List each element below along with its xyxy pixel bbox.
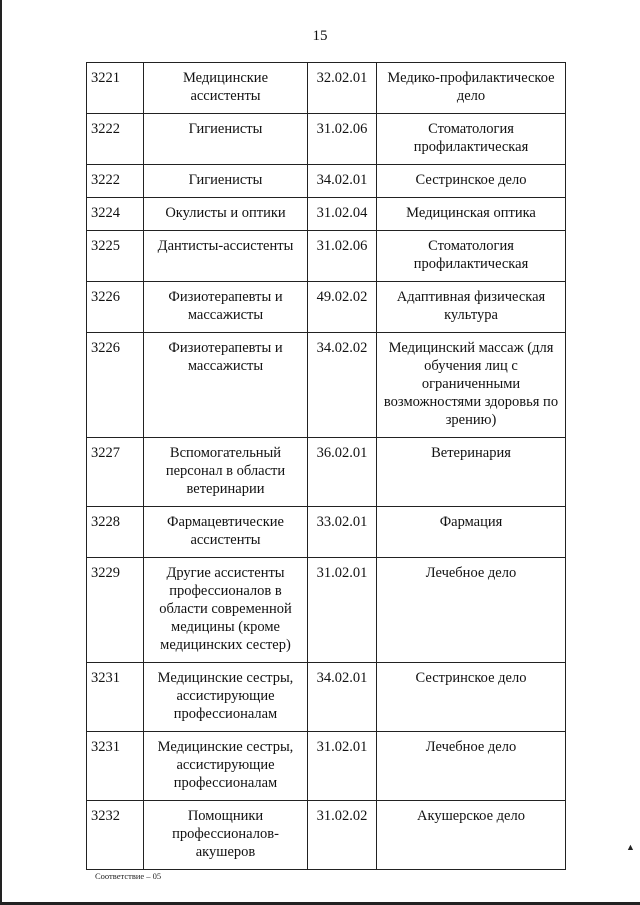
row-code: 3228 bbox=[87, 507, 144, 558]
row-spec-name: Акушерское дело bbox=[377, 801, 566, 870]
occupation-table bbox=[86, 62, 566, 870]
row-spec-name: Медико-профилактическое дело bbox=[377, 63, 566, 114]
row-code: 3224 bbox=[87, 198, 144, 231]
table-body bbox=[87, 63, 566, 870]
row-spec-name: Сестринское дело bbox=[377, 663, 566, 732]
row-title: Медицинские сестры, ассистирующие профессионалам bbox=[144, 732, 308, 801]
row-spec-name: Стоматология профилактическая bbox=[377, 114, 566, 165]
row-code: 3222 bbox=[87, 165, 144, 198]
row-code: 3222 bbox=[87, 114, 144, 165]
row-code: 3226 bbox=[87, 282, 144, 333]
row-title: Вспомогательный персонал в области ветеринарии bbox=[144, 438, 308, 507]
table-row bbox=[87, 198, 566, 231]
row-title: Гигиенисты bbox=[144, 114, 308, 165]
table-row bbox=[87, 732, 566, 801]
row-spec-code: 31.02.01 bbox=[308, 732, 377, 801]
row-spec-code: 31.02.04 bbox=[308, 198, 377, 231]
row-spec-code: 34.02.01 bbox=[308, 165, 377, 198]
row-title: Медицинские сестры, ассистирующие профессионалам bbox=[144, 663, 308, 732]
row-spec-code: 49.02.02 bbox=[308, 282, 377, 333]
row-title: Физиотерапевты и массажисты bbox=[144, 282, 308, 333]
row-code: 3231 bbox=[87, 732, 144, 801]
row-spec-code: 31.02.06 bbox=[308, 231, 377, 282]
row-spec-name: Ветеринария bbox=[377, 438, 566, 507]
row-code: 3231 bbox=[87, 663, 144, 732]
row-code: 3225 bbox=[87, 231, 144, 282]
table-row bbox=[87, 165, 566, 198]
row-spec-code: 32.02.01 bbox=[308, 63, 377, 114]
row-spec-name: Медицинский массаж (для обучения лиц с ограниченными возможностями здоровья по зрению) bbox=[377, 333, 566, 438]
row-spec-name: Лечебное дело bbox=[377, 732, 566, 801]
row-spec-code: 33.02.01 bbox=[308, 507, 377, 558]
row-title: Физиотерапевты и массажисты bbox=[144, 333, 308, 438]
row-title: Медицинские ассистенты bbox=[144, 63, 308, 114]
table-row bbox=[87, 231, 566, 282]
row-spec-code: 31.02.01 bbox=[308, 558, 377, 663]
row-code: 3221 bbox=[87, 63, 144, 114]
table-row bbox=[87, 507, 566, 558]
row-title: Дантисты-ассистенты bbox=[144, 231, 308, 282]
row-spec-code: 31.02.06 bbox=[308, 114, 377, 165]
scan-mark-icon: ▲ bbox=[626, 842, 635, 852]
row-spec-name: Адаптивная физическая культура bbox=[377, 282, 566, 333]
row-code: 3227 bbox=[87, 438, 144, 507]
table-row bbox=[87, 801, 566, 870]
table-row bbox=[87, 114, 566, 165]
row-spec-name: Фармация bbox=[377, 507, 566, 558]
table-row bbox=[87, 333, 566, 438]
row-title: Другие ассистенты профессионалов в области современной медицины (кроме медицинских сестер) bbox=[144, 558, 308, 663]
table-row bbox=[87, 282, 566, 333]
table-row bbox=[87, 63, 566, 114]
row-spec-name: Медицинская оптика bbox=[377, 198, 566, 231]
row-spec-name: Сестринское дело bbox=[377, 165, 566, 198]
table-row bbox=[87, 558, 566, 663]
table-row bbox=[87, 438, 566, 507]
row-title: Помощники профессионалов-акушеров bbox=[144, 801, 308, 870]
row-title: Фармацевтические ассистенты bbox=[144, 507, 308, 558]
table-row bbox=[87, 663, 566, 732]
row-spec-name: Стоматология профилактическая bbox=[377, 231, 566, 282]
row-title: Гигиенисты bbox=[144, 165, 308, 198]
row-code: 3229 bbox=[87, 558, 144, 663]
scan-left-edge bbox=[0, 0, 2, 905]
footer-note: Соответствие – 05 bbox=[95, 871, 162, 881]
row-spec-code: 34.02.01 bbox=[308, 663, 377, 732]
page-number: 15 bbox=[312, 28, 328, 44]
row-spec-name: Лечебное дело bbox=[377, 558, 566, 663]
row-code: 3226 bbox=[87, 333, 144, 438]
row-spec-code: 31.02.02 bbox=[308, 801, 377, 870]
row-code: 3232 bbox=[87, 801, 144, 870]
row-title: Окулисты и оптики bbox=[144, 198, 308, 231]
row-spec-code: 34.02.02 bbox=[308, 333, 377, 438]
row-spec-code: 36.02.01 bbox=[308, 438, 377, 507]
